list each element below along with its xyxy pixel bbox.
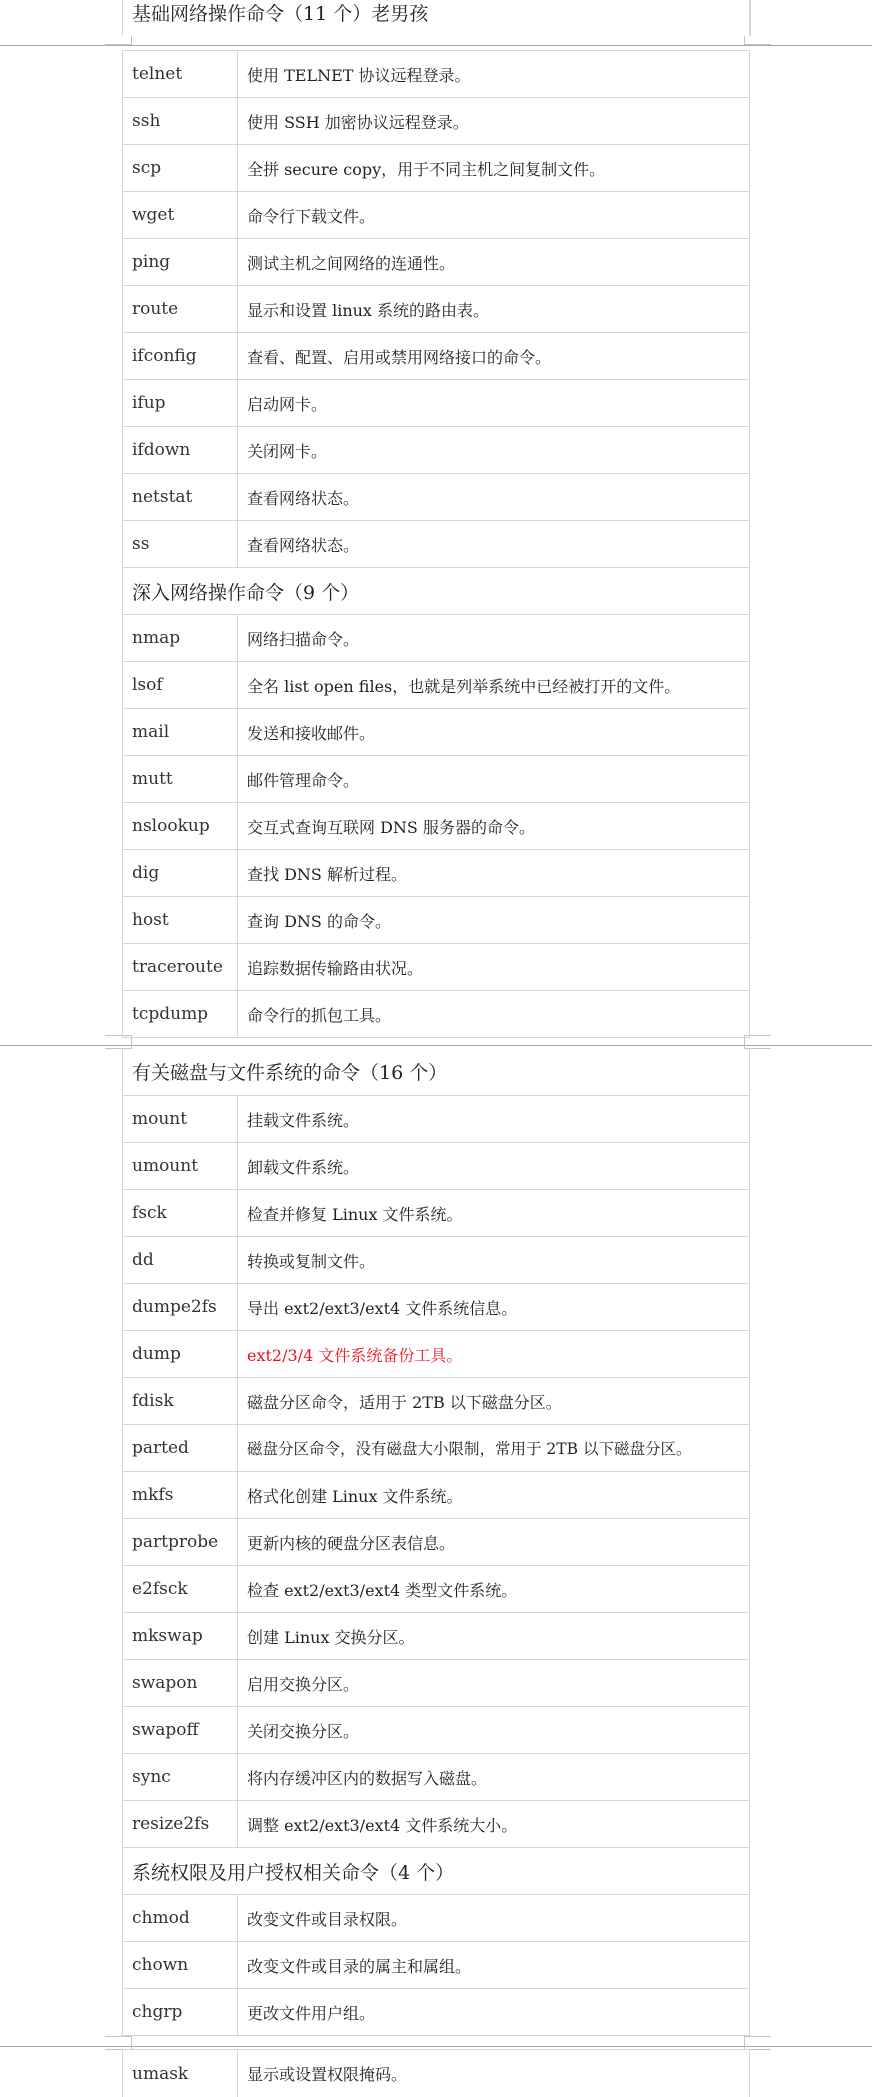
command-name: tcpdump [123, 991, 238, 1037]
command-name: umount [123, 1143, 238, 1189]
table-row [122, 239, 750, 286]
command-description: 使用 TELNET 协议远程登录。 [247, 65, 471, 85]
command-name: ss [123, 521, 238, 567]
command-description: 更新内核的硬盘分区表信息。 [247, 1533, 456, 1553]
table-row [122, 1143, 750, 1190]
table-row [122, 803, 750, 850]
command-description: 卸载文件系统。 [247, 1157, 360, 1177]
section-title: 有关磁盘与文件系统的命令（16 个） [132, 1062, 448, 1084]
table-row [122, 991, 750, 1038]
page-margin-line-right [750, 0, 751, 36]
command-description: 显示或设置权限掩码。 [247, 2065, 408, 2084]
table-row [122, 333, 750, 380]
table-row [122, 2050, 750, 2097]
section-title: 深入网络操作命令（9 个） [132, 581, 360, 604]
command-name: ifdown [123, 427, 238, 473]
command-name: mail [123, 709, 238, 755]
command-name: host [123, 897, 238, 943]
command-description: 导出 ext2/ext3/ext4 文件系统信息。 [247, 1298, 518, 1318]
table-row [122, 1096, 750, 1143]
command-name: dump [123, 1331, 238, 1377]
command-name: telnet [123, 51, 238, 97]
command-name: e2fsck [123, 1566, 238, 1612]
command-description: 检查并修复 Linux 文件系统。 [247, 1204, 463, 1224]
command-description: 命令行下载文件。 [247, 206, 376, 226]
command-description: 查看网络状态。 [247, 488, 360, 508]
command-name: ifup [123, 380, 238, 426]
table-row [122, 145, 750, 192]
command-description: 关闭交换分区。 [247, 1721, 360, 1741]
command-table-page-1 [122, 0, 750, 36]
table-row [122, 427, 750, 474]
table-row [122, 1519, 750, 1566]
command-name: fdisk [123, 1378, 238, 1424]
table-row [122, 1425, 750, 1472]
command-name: chown [123, 1942, 238, 1988]
command-description: 磁盘分区命令，没有磁盘大小限制，常用于 2TB 以下磁盘分区。 [247, 1440, 692, 1458]
command-name: swapoff [123, 1707, 238, 1753]
command-name: mkfs [123, 1472, 238, 1518]
command-table-page-1-rows [122, 50, 750, 1038]
command-description: 更改文件用户组。 [247, 2003, 376, 2023]
table-row [122, 1472, 750, 1519]
command-name: swapon [123, 1660, 238, 1706]
section-header [122, 0, 750, 36]
command-name: nmap [123, 615, 238, 661]
command-name: scp [123, 145, 238, 191]
section-title: 系统权限及用户授权相关命令（4 个） [132, 1861, 455, 1884]
command-description: 追踪数据传输路由状况。 [247, 958, 424, 978]
command-description: 创建 Linux 交换分区。 [247, 1627, 415, 1647]
command-description: 关闭网卡。 [247, 441, 328, 461]
command-name: chgrp [123, 1989, 238, 2035]
table-row [122, 98, 750, 145]
command-table-page-2 [122, 1048, 750, 2036]
table-row [122, 1331, 750, 1378]
command-description: 显示和设置 linux 系统的路由表。 [247, 300, 490, 320]
command-name: route [123, 286, 238, 332]
command-name: netstat [123, 474, 238, 520]
command-name: resize2fs [123, 1801, 238, 1847]
command-description: 启用交换分区。 [247, 1674, 360, 1694]
table-row [122, 1801, 750, 1848]
page-break-line [0, 45, 872, 46]
command-name: traceroute [123, 944, 238, 990]
table-row [122, 474, 750, 521]
command-description-highlighted: ext2/3/4 文件系统备份工具。 [247, 1345, 463, 1365]
command-description: 查询 DNS 的命令。 [247, 911, 391, 931]
command-name: dd [123, 1237, 238, 1283]
table-row [122, 1190, 750, 1237]
command-name: wget [123, 192, 238, 238]
table-row [122, 1754, 750, 1801]
command-description: 网络扫描命令。 [247, 629, 360, 649]
command-description: 发送和接收邮件。 [247, 723, 376, 743]
command-name: mkswap [123, 1613, 238, 1659]
table-row [122, 1707, 750, 1754]
command-description: 全拼 secure copy，用于不同主机之间复制文件。 [247, 159, 606, 179]
table-row [122, 897, 750, 944]
table-row [122, 1895, 750, 1942]
command-name: partprobe [123, 1519, 238, 1565]
command-name: ifconfig [123, 333, 238, 379]
section-header [122, 1048, 750, 1096]
command-description: 挂载文件系统。 [247, 1110, 360, 1130]
table-row [122, 1613, 750, 1660]
command-name: lsof [123, 662, 238, 708]
command-description: 磁盘分区命令，适用于 2TB 以下磁盘分区。 [247, 1392, 562, 1412]
command-name: parted [123, 1425, 238, 1471]
command-description: 格式化创建 Linux 文件系统。 [247, 1486, 463, 1506]
table-row [122, 615, 750, 662]
command-description: 查找 DNS 解析过程。 [247, 864, 407, 884]
table-row [122, 1989, 750, 2036]
command-name: ping [123, 239, 238, 285]
section-header [122, 568, 750, 615]
table-row [122, 380, 750, 427]
command-description: 测试主机之间网络的连通性。 [247, 253, 456, 273]
section-header [122, 1848, 750, 1895]
table-row [122, 662, 750, 709]
command-description: 查看网络状态。 [247, 535, 360, 555]
command-name: mutt [123, 756, 238, 802]
table-row [122, 1566, 750, 1613]
table-row [122, 286, 750, 333]
command-description: 改变文件或目录的属主和属组。 [247, 1956, 472, 1976]
crop-mark [105, 36, 132, 45]
command-name: dig [123, 850, 238, 896]
command-name: mount [123, 1096, 238, 1142]
table-row [122, 1660, 750, 1707]
command-description: 命令行的抓包工具。 [247, 1005, 392, 1025]
command-name: chmod [123, 1895, 238, 1941]
command-description: 邮件管理命令。 [247, 770, 360, 790]
table-row [122, 1378, 750, 1425]
table-row [122, 944, 750, 991]
section-title: 基础网络操作命令（11 个）老男孩 [132, 3, 429, 25]
command-description: 改变文件或目录权限。 [247, 1909, 408, 1929]
command-name: nslookup [123, 803, 238, 849]
command-name: ssh [123, 98, 238, 144]
command-description: 转换或复制文件。 [247, 1251, 376, 1271]
command-description: 调整 ext2/ext3/ext4 文件系统大小。 [247, 1815, 518, 1835]
command-description: 启动网卡。 [247, 394, 328, 414]
table-row [122, 1284, 750, 1331]
command-name: sync [123, 1754, 238, 1800]
command-description: 将内存缓冲区内的数据写入磁盘。 [247, 1768, 488, 1788]
table-row [122, 756, 750, 803]
table-row [122, 709, 750, 756]
crop-mark [744, 36, 771, 45]
command-name: umask [123, 2050, 238, 2097]
table-row [122, 51, 750, 98]
table-row [122, 521, 750, 568]
command-description: 查看、配置、启用或禁用网络接口的命令。 [247, 347, 552, 367]
command-description: 交互式查询互联网 DNS 服务器的命令。 [247, 817, 535, 837]
table-row [122, 850, 750, 897]
command-name: fsck [123, 1190, 238, 1236]
command-table-page-3 [122, 2049, 750, 2097]
table-row [122, 192, 750, 239]
table-row [122, 1237, 750, 1284]
command-description: 全名 list open files，也就是列举系统中已经被打开的文件。 [247, 676, 681, 696]
table-row [122, 1942, 750, 1989]
command-name: dumpe2fs [123, 1284, 238, 1330]
command-description: 使用 SSH 加密协议远程登录。 [247, 112, 469, 132]
command-description: 检查 ext2/ext3/ext4 类型文件系统。 [247, 1580, 518, 1600]
